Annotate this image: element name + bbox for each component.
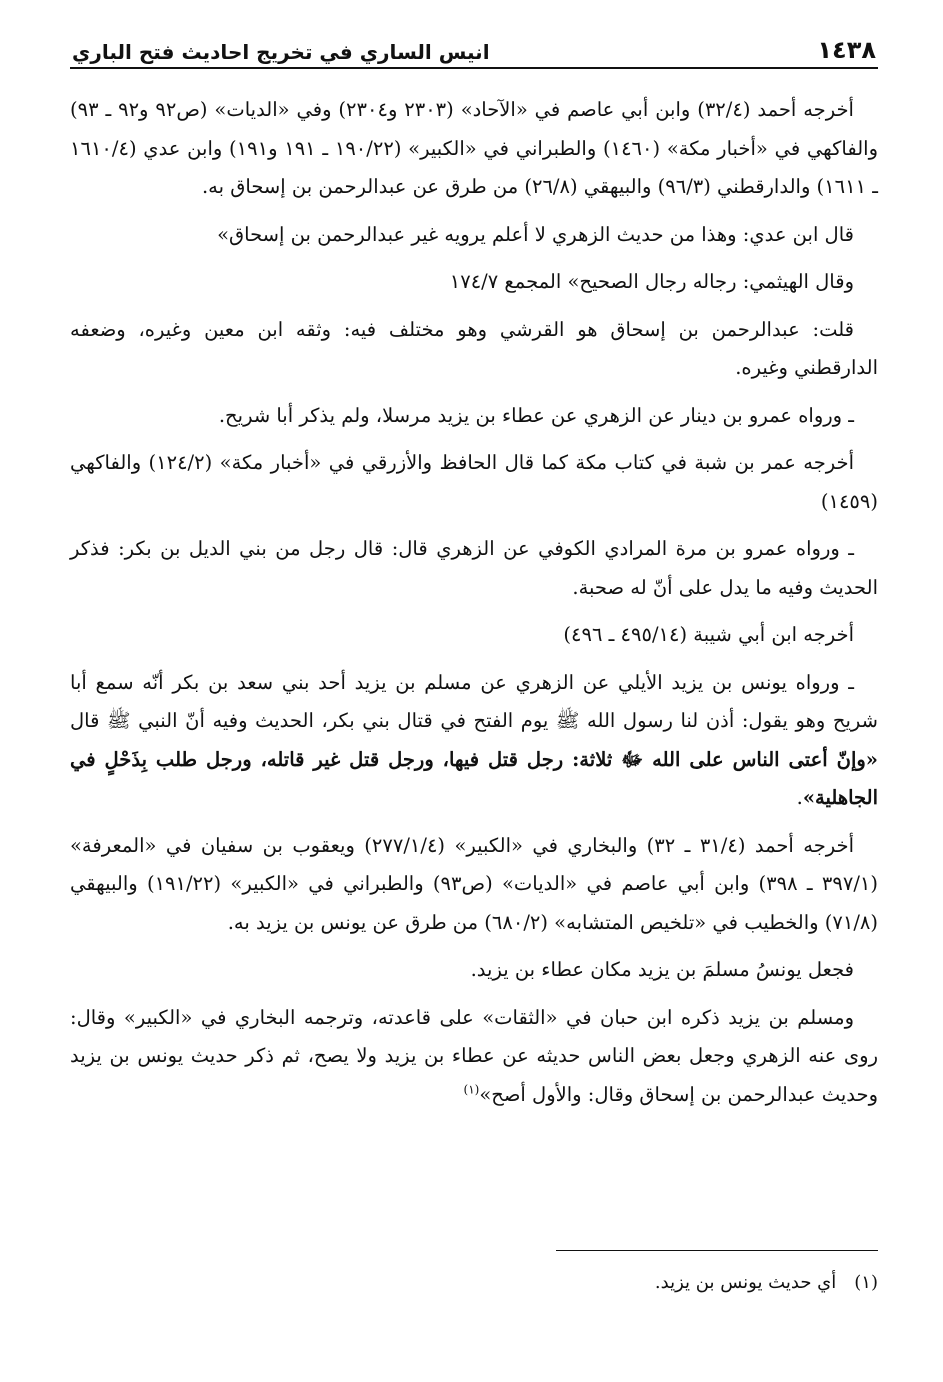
paragraph-amr-ibn-dinar: ـ ورواه عمرو بن دينار عن الزهري عن عطاء بن يزيد مرسلا، ولم يذكر أبا شريح. (218, 403, 854, 427)
paragraph-ibn-adi: قال ابن عدي: وهذا من حديث الزهري لا أعلم يرويه غير عبدالرحمن بن إسحاق» (217, 222, 854, 246)
paragraph-muslim-makan-ata: فجعل يونسُ مسلمَ بن يزيد مكان عطاء بن يزيد. (470, 958, 854, 981)
footnote (655, 1268, 878, 1298)
paragraph-yunus-ibn-yazid (70, 664, 878, 818)
paragraph-umar-ibn-shabba: أخرجه عمر بن شبة في كتاب مكة كما قال الحافظ والأزرقي في «أخبار مكة» (١٢٤/٢) والفاكهي (١٤٥٩) (70, 451, 878, 513)
paragraph-amr-ibn-murra: ـ ورواه عمرو بن مرة المرادي الكوفي عن الزهري قال: قال رجل من بني الديل بن بكر: فذكر الحديث وفيه ما يدل على أنّ له صحبة. (70, 537, 878, 599)
footnote-reference: (١) (463, 1082, 480, 1096)
hadith-quote: «وإنّ أعتى الناس على الله ﷻ ثلاثة: رجل قتل فيها، ورجل قتل غير قاتله، ورجل طلب بِذَحْلٍ في الجاهلية» (70, 747, 878, 809)
page-number: ١٤٣٨ (817, 36, 876, 64)
page-body (70, 91, 878, 1114)
book-page (70, 28, 878, 1348)
paragraph-qultu: قلت: عبدالرحمن بن إسحاق هو القرشي وهو مختلف فيه: وثقه ابن معين وغيره، وضعفه الدارقطني وغيره. (70, 317, 878, 379)
paragraph-takhrij-ahmad: أخرجه أحمد (٣٢/٤) وابن أبي عاصم في «الآحاد» (٢٣٠٣ و٢٣٠٤) وفي «الديات» (ص٩٢ و٩٢ ـ ٩٣) والفاكهي في «أخبار مكة» (١٤٦٠) والطبراني في «الكبير» (١٩٠/٢٢ ـ ١٩١ و١٩١) وابن عدي (١٦١٠/٤ ـ ١٦١١) والدارقطني (٩٦/٣) والبيهقي (٢٦/٨) من طرق عن عبدالرحمن بن إسحاق به. (70, 98, 878, 198)
paragraph-text: ومسلم بن يزيد ذكره ابن حبان في «الثقات» على قاعدته، وترجمه البخاري في «الكبير» وقال: روى عنه الزهري وجعل بعض الناس حديثه عن عطاء بن يزيد ولا يصح، ثم ذكر حديث يونس بن يزيد وحديث عبدالرحمن بن إسحاق وقال: والأول أصح» (70, 1005, 878, 1106)
footnote-text: أي حديث يونس بن يزيد. (654, 1272, 837, 1293)
footnote-divider (556, 1250, 878, 1251)
paragraph-ibn-abi-shayba: أخرجه ابن أبي شيبة (٤٩٥/١٤ ـ ٤٩٦) (563, 623, 854, 646)
footnote-number: (١) (854, 1272, 878, 1293)
paragraph-text-end: . (796, 786, 803, 809)
paragraph-takhrij-yunus: أخرجه أحمد (٣١/٤ ـ ٣٢) والبخاري في «الكبير» (٢٧٧/١/٤) ويعقوب بن سفيان في «المعرفة» (٣٩٧/١ ـ ٣٩٨) وابن أبي عاصم في «الديات» (ص٩٣) والطبراني في «الكبير» (١٩١/٢٢) والبيهقي (٧١/٨) والخطيب في «تلخيص المتشابه» (٦٨٠/٢) من طرق عن يونس بن يزيد به. (70, 833, 878, 934)
paragraph-muslim-ibn-yazid (70, 999, 878, 1115)
page-header (70, 28, 878, 69)
paragraph-text: ـ ورواه يونس بن يزيد الأيلي عن الزهري عن مسلم بن يزيد أحد بني سعد بن بكر أنّه سمع أبا شريح وهو يقول: أذن لنا رسول الله ﷺ يوم الفتح في قتال بني بكر، الحديث وفيه أنّ النبي ﷺ قال (70, 670, 878, 732)
paragraph-haythami: وقال الهيثمي: رجاله رجال الصحيح» المجمع ١٧٤/٧ (449, 270, 854, 293)
running-title: انيس الساري في تخريج احاديث فتح الباري (72, 40, 490, 64)
